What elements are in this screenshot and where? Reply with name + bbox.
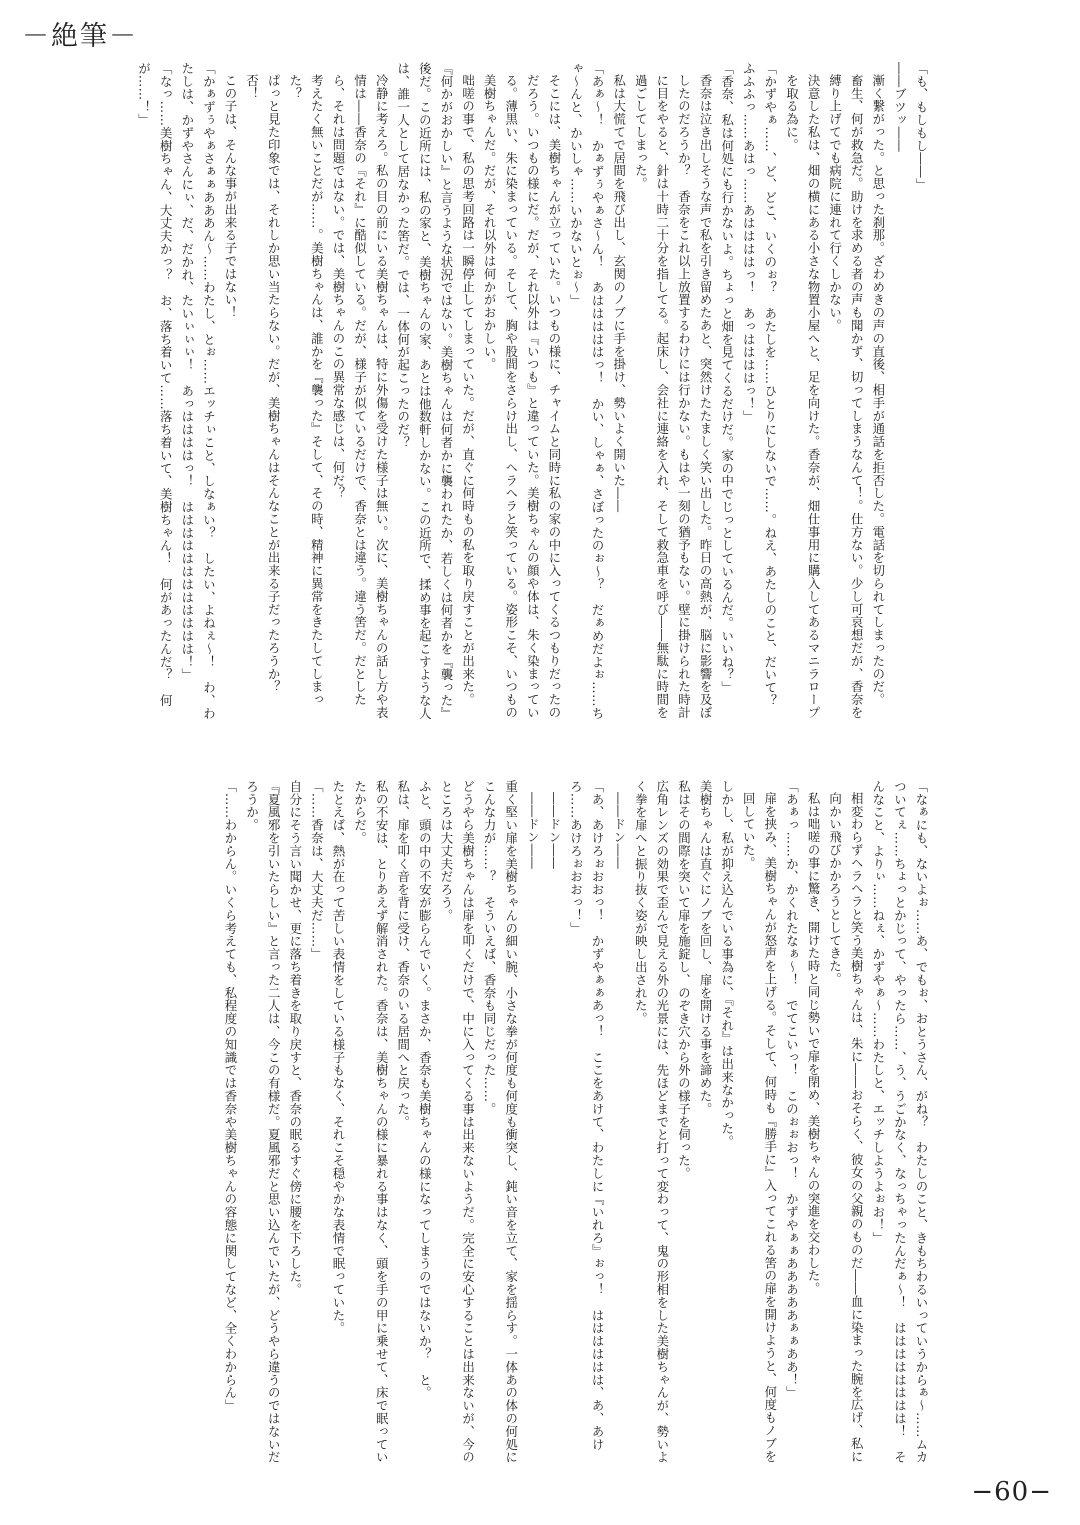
paragraph: 私の不安は、とりあえず解消された。香奈は、美樹ちゃんの様に暴れる事はなく、頭を手の甲に乗せて、床で眠っていたからだ。 — [352, 780, 390, 1464]
paragraph: 「かずやぁ……、ど、どこ、いくのぉ？ あたしを……ひとりにしないで……。ねえ、あたしのこと、だいて？ ふふふっ……あはっ……あははははっ！ あっははははっ！」 — [741, 62, 778, 720]
paragraph: 『何かがおかしい』と言うような状況ではない。美樹ちゃんは何者かに襲われたか、若しくは何者かを『襲った』後だ。この近所には、私の家と、美樹ちゃんの家、あとは他数軒しかない。この近所で、揉め事を起こすような人は、誰一人として居なかった筈だ。では、一体何が起こったのだ？ — [395, 62, 454, 720]
paragraph: 「あ、あけろぉおおっ！ かずやぁぁあっ！ ここをあけて、わたしに『いれろ』ぉっ！ はははははは、あ、あけろ……あけろぉおおっ！」 — [568, 780, 606, 1451]
paragraph: 「かぁずぅやぁさぁぁあああん～……わたし、とぉ……エッチぃこと、しなぁい？ したい、よねぇ～！ わ、わたしは、かずやさんにぃ、だ、だかれ、たいぃぃぃ！ あっははははっ！ はははははははははははは！」 — [179, 62, 217, 720]
paragraph: たとえば、熱が在って苦しい表情をしている様子もなく、それこそ穏やかな表情で眠っていた。 — [330, 780, 346, 1335]
paragraph: 『夏風邪を引いたらしい』と言った二人は、今この有様だ。夏風邪だと思い込んでいたが、どうやら違うのではないだろうか。 — [244, 780, 282, 1464]
paragraph: 「あぁ～！ かぁずぅやぁさ～ん！ あはははははっ！ かい、しゃぁ、さぼったのぉ～？ だぁめだよぉ……ちゃ～んと、かいしゃ……いかないとぉ～」 — [568, 62, 606, 720]
upper-text-block — [32, 62, 932, 724]
paragraph: 私はその間際を突いて扉を施錠し、のぞき穴から外の様子を伺った。 — [676, 780, 692, 1180]
paragraph: ――ブツッ―― — [892, 62, 908, 153]
paragraph: どうやら美樹ちゃんは扉を叩くだけで、中に入ってくる事は出来ないようだ。完全に安心することは出来ないが、今のところは大丈夫だろう。 — [438, 780, 476, 1464]
paragraph: 私は咄嗟の事に驚き、開けた時と同じ勢いで扉を閉め、美樹ちゃんの突進を交わした。 — [806, 792, 822, 1296]
paragraph: 香奈は泣き出しそうな声で私を引き留めたあと、突然けたたましく笑い出した。昨日の高熱が、脳に影響を及ぼしたのだろうか？ 香奈をこれ以上放置するわけには行かない。もはや一刻の猶予もない。壁に掛けられた時計に目をやると、針は十時二十分を指してる。起床し、会社に連絡を入れ、そして救急車を呼び――無駄に時間を過ごしてしまった。 — [633, 74, 714, 720]
paragraph: 私は大慌てで居間を飛び出し、玄関のノブに手を掛け、勢いよく開いた―― — [611, 74, 627, 513]
paragraph: 漸く繋がった。と思った刹那。ざわめきの声の直後、相手が通話を拒否した。電話を切られてしまったのだ。 — [870, 74, 886, 707]
paragraph: 私は、扉を叩く音を背に受け、香奈のいる居間へと戻った。 — [395, 780, 411, 1129]
paragraph: 自分にそう言い聞かせ、更に落ち着きを取り戻すと、香奈の眠るすぐ傍に腰を下ろした。 — [287, 780, 303, 1296]
paragraph: ふと、頭の中の不安が膨らんでいく。まさか、香奈も美樹ちゃんの様になってしまうのではないか？ と。 — [417, 780, 433, 1400]
paragraph: ぱっと見た印象では、それしか思い当たらない。だが、美樹ちゃんはそんなことが出来る子だったろうか？ — [266, 74, 282, 694]
paragraph: この子は、そんな事が出来る子ではない！ — [223, 74, 238, 320]
paragraph: ――ドン―― — [611, 792, 627, 870]
paragraph: 「なっ……美樹ちゃん、大丈夫かっ？ お、落ち着いて……落ち着いて、美樹ちゃん！ 何があったんだ？ 何が……！」 — [136, 62, 174, 707]
page-number: −60− — [971, 1477, 1052, 1507]
paragraph: 「香奈、私は何処にも行かないよ。ちょっと畑を見てくるだけだ。家の中でじっとしているんだ。いいね？」 — [719, 62, 735, 695]
paragraph: 畜生、何が救急だ。助けを求める者の声も聞かず、切ってしまうなんて！。仕方ない。少し可哀想だが、香奈を縛り上げてでも病院に連れて行くしかない。 — [827, 74, 865, 720]
paragraph: そこには、美樹ちゃんが立っていた。いつもの様に、チャイムと同時に私の家の中に入ってくるつもりだったのだろう。いつもの様にだ。だが、それ以外は『いつも』と違っていた。美樹ちゃんの顔や体は、朱く染まっている。薄黒い、朱に染まっている。そして、胸や股間をさらけ出し、ヘラヘラと笑っている。姿形こそ、いつもの美樹ちゃんだ。だが、それ以外は何かがおかしい。 — [482, 74, 562, 720]
paragraph: 冷静に考えろ。私の目の前にいる美樹ちゃんは、特に外傷を受けた様子は無い。次に、美樹ちゃんの話し方や表情は――香奈の『それ』に酷似している。だが、様子が似ているだけで、香奈とは違う。違う筈だ。だとしたら、それは問題ではない。では、美樹ちゃんのこの異常な感じは、何だ？ — [330, 74, 390, 720]
paragraph: 否！ — [244, 74, 260, 101]
paragraph: 考えたく無いことだが……。美樹ちゃんは、誰かを『襲った』そして、その時、精神に異常をきたしてしまった？ — [287, 74, 325, 707]
paragraph: 「……わからん。いくら考えても、私程度の知識では香奈や美樹ちゃんの容態に関してなど、全くわからん」 — [223, 780, 238, 1413]
paragraph: 扉を挟み、美樹ちゃんが怒声を上げる。そして、何時も『勝手に』入ってこれる筈の扉を開けようと、何度もノブを回していた。 — [741, 792, 778, 1464]
paragraph: ――ドン―― — [525, 792, 541, 870]
paragraph: しかし、私が抑え込んでいる事為に、『それ』は出来なかった。 — [719, 780, 735, 1148]
paragraph: ――ドン―― — [546, 792, 562, 870]
paragraph: 美樹ちゃんは直ぐにノブを回し、扉を開ける事を諦めた。 — [698, 780, 714, 1116]
paragraph: 「あぁっ……か、かくれたなぁ～！ でてこいっ！ このぉぉおっ！ かずやぁぁあああああぁぁああ！」 — [784, 780, 800, 1400]
paragraph: 広角レンズの効果で歪んで見える外の光景には、先ほどまでと打って変わって、鬼の形相をした美樹ちゃんが、勢いよく拳を扉へと振り抜く姿が映し出された。 — [633, 780, 670, 1464]
paragraph: 重く堅い扉を美樹ちゃんの細い腕、小さな拳が何度も何度も衝突し、鈍い音を立て、家を揺らす。一体あの体の何処にこんな力が……？ そういえば、香奈も同じだった……。 — [482, 780, 519, 1464]
paragraph: 決意した私は、畑の横にある小さな物置小屋へと、足を向けた。香奈が、畑仕事用に購入してあるマニラロープを取る為に。 — [784, 74, 822, 720]
paragraph: 「……香奈は、大丈夫だ……」 — [309, 780, 325, 961]
paragraph: 「なぁにも、ないよぉ……あ、でもぉ、おとうさん、がね？ わたしのこと、きもちわるいっていうからぁ～……ムカついてぇ……ちょっとかじって、やったら……、う、うごかなく、なっちゃったんだぁ～！ はははははははは！ そんなこと、よりぃ……ねぇ、かずやぁ～……わたしと、エッチしようよぉお！」 — [870, 780, 929, 1464]
lower-text-block — [32, 780, 932, 1470]
paragraph: 相変わらずヘラヘラと笑う美樹ちゃんは、朱に――おそらく、彼女の父親のものだ――血に染まった腕を広げ、私に向かい飛びかかろうとしてきた。 — [827, 792, 865, 1464]
page-header-title: －絶筆－ — [22, 21, 138, 52]
paragraph: 咄嗟の事で、私の思考回路は一瞬停止してしまっていた。だが、直ぐに何時もの私を取り戻すことが出来た。 — [460, 74, 476, 707]
paragraph: 「も、もしもし――」 — [914, 62, 929, 191]
